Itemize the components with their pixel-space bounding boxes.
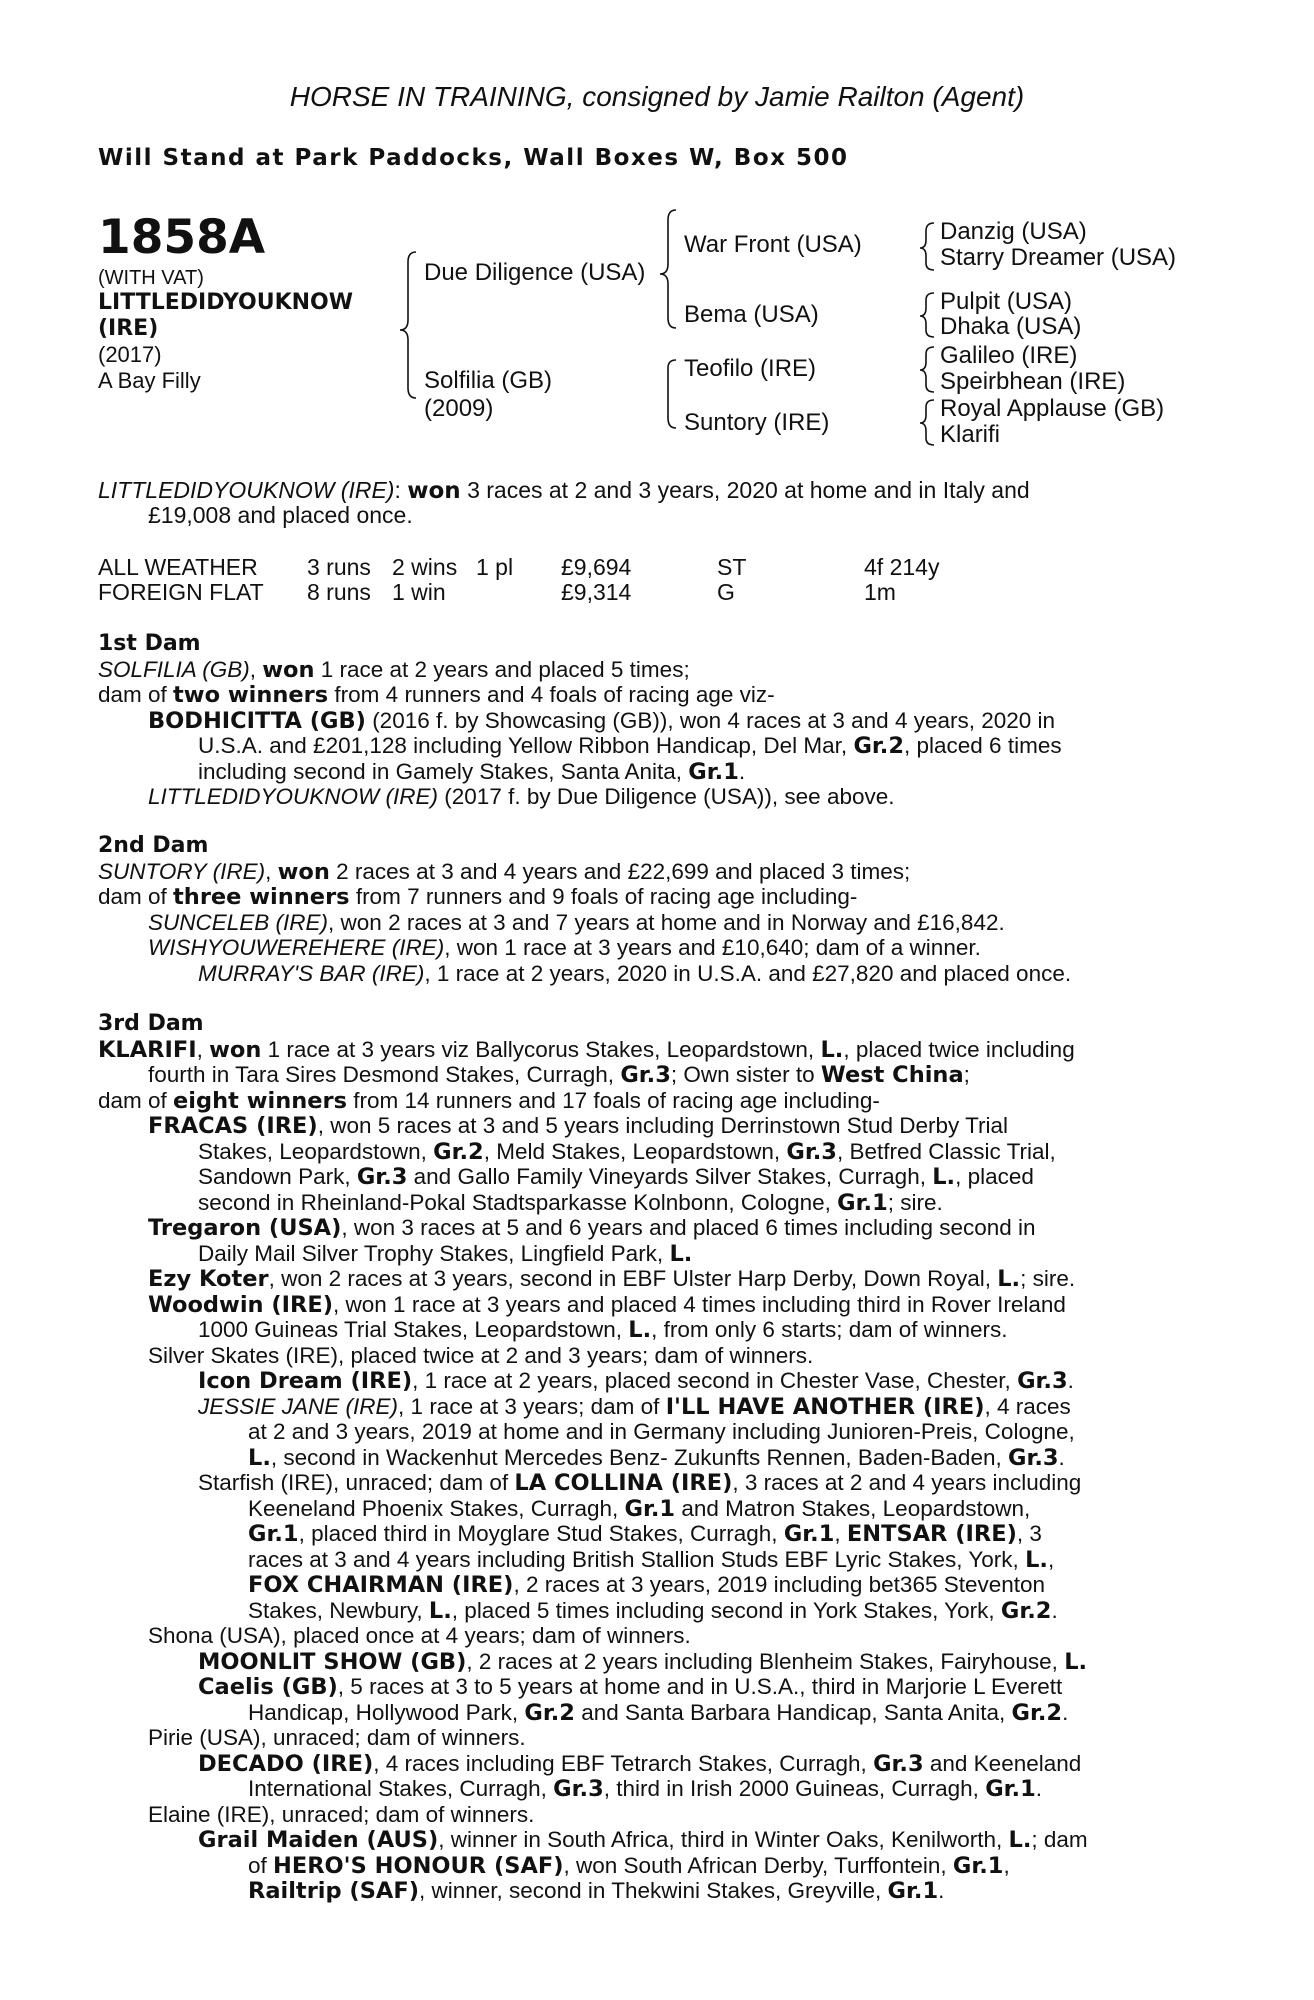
grade: L. <box>1008 1827 1032 1853</box>
text: Pirie (USA), unraced; dam of winners. <box>148 1725 526 1750</box>
first-dam-heading: 1st Dam <box>98 631 201 656</box>
sire-sire: War Front (USA) <box>684 231 862 258</box>
text: International Stakes, Curragh, <box>248 1776 554 1801</box>
summary-won: won <box>407 478 461 504</box>
third-dam-line <box>98 1470 1204 1496</box>
third-dam-line <box>98 1827 1204 1853</box>
third-dam-line <box>98 1572 1204 1598</box>
text: , <box>834 1521 847 1546</box>
text: from 14 runners and 17 foals of racing age including- <box>347 1087 880 1113</box>
text: 1 race at 3 years viz Ballycorus Stakes, Leopardstown, <box>261 1036 821 1062</box>
text: , third in Irish 2000 Guineas, Curragh, <box>603 1776 986 1801</box>
won-label: won <box>262 656 315 683</box>
progeny-name: FOX CHAIRMAN (IRE) <box>248 1572 514 1598</box>
grade: Gr.3 <box>620 1062 671 1088</box>
progeny-name: WISHYOUWEREHERE (IRE) <box>148 935 445 960</box>
text: , 1 race at 2 years, placed second in Chester Vase, Chester, <box>412 1368 1018 1393</box>
third-dam-line <box>98 1215 1204 1241</box>
sire-dam-dam: Dhaka (USA) <box>940 313 1082 340</box>
text: , placed third in Moyglare Stud Stakes, Curragh, <box>298 1521 784 1546</box>
third-dam-line <box>98 1113 1204 1139</box>
record-going: ST <box>717 554 747 580</box>
text: Starfish (IRE), unraced; dam of <box>198 1470 515 1495</box>
third-dam-line <box>98 1164 1204 1190</box>
third-dam-line <box>98 1649 1204 1675</box>
progeny-name: DECADO (IRE) <box>198 1750 374 1777</box>
grade: L. <box>248 1444 271 1471</box>
progeny-name: ENTSAR (IRE) <box>846 1521 1017 1547</box>
text: , 2 races at 2 years including Blenheim Stakes, Fairyhouse, <box>466 1648 1065 1674</box>
winners-count: eight winners <box>173 1087 348 1114</box>
dam-name: KLARIFI <box>98 1036 197 1063</box>
third-dam-line <box>98 1317 1204 1343</box>
dam-name: Solfilia (GB) <box>424 367 553 394</box>
third-dam-line <box>98 1623 1204 1649</box>
grade: Gr.1 <box>952 1852 1004 1879</box>
grade: Gr.3 <box>786 1138 837 1165</box>
dam-dam: Suntory (IRE) <box>684 409 830 436</box>
first-dam-line <box>98 733 1204 759</box>
text: and Matron Stakes, Leopardstown, <box>675 1495 1031 1521</box>
third-dam-line <box>98 1266 1204 1292</box>
grade: L. <box>932 1164 956 1190</box>
dam-name: SOLFILIA (GB) <box>98 656 250 682</box>
progeny-name: MOONLIT SHOW (GB) <box>198 1648 467 1675</box>
third-dam-line <box>98 1292 1204 1318</box>
progeny-name: Caelis (GB) <box>198 1674 338 1700</box>
sire-dam: Bema (USA) <box>684 301 819 328</box>
text: from 4 runners and 4 foals of racing age viz- <box>328 682 775 707</box>
record-distance: 1m <box>864 579 896 605</box>
grade: Gr.2 <box>1000 1597 1052 1624</box>
grade: Gr.1 <box>624 1495 676 1522</box>
text: , Betfred Classic Trial, <box>836 1138 1056 1164</box>
bracket-sire <box>660 210 676 328</box>
dam-dam-dam: Klarifi <box>940 421 1001 448</box>
bracket-warfront <box>920 223 934 270</box>
text: 2 races at 3 and 4 years and £22,699 and placed 3 times; <box>329 858 911 884</box>
progeny-name: I'LL HAVE ANOTHER (IRE) <box>665 1393 985 1420</box>
bracket-bema <box>920 293 934 337</box>
third-dam-line <box>98 1088 1204 1114</box>
bracket-gen1 <box>400 252 416 398</box>
text: ; <box>963 1062 970 1087</box>
stand-location: Will Stand at Park Paddocks, Wall Boxes W, Box 500 <box>98 145 849 171</box>
text: , won 2 races at 3 years, second in EBF Ulster Harp Derby, Down Royal, <box>268 1266 998 1291</box>
first-dam-line <box>98 759 1204 785</box>
third-dam-heading: 3rd Dam <box>98 1011 204 1036</box>
text: Sandown Park, <box>198 1164 357 1189</box>
text: , <box>196 1036 210 1062</box>
text: Stakes, Newbury, <box>248 1597 429 1623</box>
text: and Gallo Family Vineyards Silver Stakes, Curragh, <box>407 1164 933 1189</box>
progeny-name: SUNCELEB (IRE) <box>148 909 329 935</box>
sire-sire-dam: Starry Dreamer (USA) <box>940 244 1177 271</box>
text: dam of <box>98 682 174 707</box>
progeny-name: Woodwin (IRE) <box>148 1291 334 1318</box>
third-dam-line <box>98 1419 1204 1445</box>
second-dam-line <box>98 961 1204 987</box>
record-money: £9,694 <box>561 554 632 580</box>
text: 1 race at 2 years and placed 5 times; <box>314 656 690 682</box>
third-dam-line <box>98 1394 1204 1420</box>
text: , placed 5 times including second in York Stakes, York, <box>451 1597 1001 1623</box>
record-wins: 2 wins <box>392 554 458 580</box>
grade: Gr.3 <box>356 1164 408 1190</box>
first-dam-line: SOLFILIA (GB), won 1 race at 2 years and placed 5 times; <box>98 656 690 683</box>
third-dam-line <box>98 1241 1204 1267</box>
third-dam-line <box>98 1343 1204 1369</box>
grade: Gr.2 <box>1011 1699 1063 1726</box>
progeny-name: JESSIE JANE (IRE) <box>198 1393 399 1419</box>
progeny-name: LITTLEDIDYOUKNOW (IRE) <box>148 784 439 809</box>
text: ; sire. <box>1020 1266 1076 1291</box>
grade: Gr.1 <box>783 1521 835 1547</box>
third-dam-line <box>98 1751 1204 1777</box>
record-distance: 4f 214y <box>864 554 940 580</box>
text: Stakes, Leopardstown, <box>198 1138 434 1164</box>
text: from 7 runners and 9 foals of racing age including- <box>349 884 858 909</box>
first-dam-line <box>98 784 1204 810</box>
text: and Keeneland <box>923 1750 1082 1776</box>
progeny-name: Tregaron (USA) <box>148 1215 342 1241</box>
text: . <box>1035 1776 1043 1801</box>
dam-name: SUNTORY (IRE) <box>98 858 266 884</box>
text: U.S.A. and £201,128 including Yellow Ribbon Handicap, Del Mar, <box>198 733 854 758</box>
progeny-name: MURRAY'S BAR (IRE) <box>198 960 425 986</box>
progeny-name: FRACAS (IRE) <box>148 1113 318 1139</box>
text: Silver Skates (IRE), placed twice at 2 and 3 years; dam of winners. <box>148 1342 814 1368</box>
third-dam-line <box>98 1725 1204 1751</box>
text: , <box>1047 1546 1055 1572</box>
second-dam-line <box>98 935 1204 961</box>
text: . <box>1062 1699 1069 1725</box>
progeny-name: Railtrip (SAF) <box>248 1878 419 1904</box>
text: Keeneland Phoenix Stakes, Curragh, <box>248 1495 625 1521</box>
third-dam-line <box>98 1598 1204 1624</box>
sire-name: Due Diligence (USA) <box>424 259 646 286</box>
grade: L. <box>1025 1546 1048 1573</box>
text: . <box>938 1878 945 1903</box>
text: (2016 f. by Showcasing (GB)), won 4 races at 3 and 4 years, 2020 in <box>365 707 1056 733</box>
second-dam-section <box>98 833 1204 986</box>
record-going: G <box>717 579 735 605</box>
third-dam-line <box>98 1445 1204 1471</box>
text: , 4 races including EBF Tetrarch Stakes, Curragh, <box>373 1750 874 1776</box>
text: dam of <box>98 884 174 909</box>
second-dam-line <box>98 884 1204 910</box>
text: , 2 races at 3 years, 2019 including bet365 Steventon <box>513 1572 1046 1597</box>
third-dam-line <box>98 1496 1204 1522</box>
grade: Gr.1 <box>248 1521 299 1547</box>
text: , 5 races at 3 to 5 years at home and in U.S.A., third in Marjorie L Everett <box>337 1674 1063 1699</box>
text: , placed 6 times <box>904 733 1062 758</box>
text: (2017 f. by Due Diligence (USA)), see above. <box>438 784 895 809</box>
text: Elaine (IRE), unraced; dam of winners. <box>148 1801 535 1827</box>
text: , won 2 races at 3 and 7 years at home and in Norway and £16,842. <box>328 909 1005 935</box>
text: , 3 races at 2 and 4 years including <box>732 1470 1082 1495</box>
grade: Gr.3 <box>873 1750 924 1777</box>
text: 1000 Guineas Trial Stakes, Leopardstown, <box>198 1317 629 1342</box>
dam-sire-dam: Speirbhean (IRE) <box>940 368 1126 395</box>
third-dam-line <box>98 1190 1204 1216</box>
text: , <box>1003 1852 1010 1878</box>
text: . <box>738 758 746 784</box>
dam-year: (2009) <box>424 395 494 422</box>
record-wins: 1 win <box>392 579 446 605</box>
third-dam-line <box>98 1674 1204 1700</box>
text: , won 1 race at 3 years and £10,640; dam of a winner. <box>444 935 981 960</box>
lot-number: 1858A <box>98 210 266 265</box>
text: dam of <box>98 1087 174 1113</box>
text: , 1 race at 3 years; dam of <box>398 1393 666 1419</box>
text: , winner, second in Thekwini Stakes, Greyville, <box>419 1878 888 1903</box>
sibling-name: West China <box>820 1062 964 1088</box>
grade: Gr.2 <box>433 1138 484 1165</box>
bracket-dam <box>668 360 676 428</box>
third-dam-line <box>98 1037 1204 1063</box>
record-type: ALL WEATHER <box>98 554 258 580</box>
text: , 4 races <box>984 1393 1071 1419</box>
second-dam-line <box>98 910 1204 936</box>
record-runs: 3 runs <box>307 554 371 580</box>
text: of <box>248 1852 274 1878</box>
won-label: won <box>277 858 330 885</box>
horse-description: A Bay Filly <box>98 368 201 393</box>
sire-sire-sire: Danzig (USA) <box>940 218 1087 245</box>
grade: Gr.3 <box>1017 1368 1068 1394</box>
dam-sire-sire: Galileo (IRE) <box>940 342 1078 369</box>
text: second in Rheinland-Pokal Stadtsparkasse Kolnbonn, Cologne, <box>198 1189 838 1215</box>
text: at 2 and 3 years, 2019 at home and in Germany including Junioren-Preis, Cologne, <box>248 1419 1075 1444</box>
text: . <box>1058 1444 1065 1470</box>
grade: L. <box>428 1597 452 1624</box>
bracket-teofilo <box>920 347 934 392</box>
third-dam-line <box>98 1062 1204 1088</box>
won-label: won <box>209 1036 262 1063</box>
grade: L. <box>997 1266 1021 1292</box>
text: . <box>1051 1597 1058 1623</box>
third-dam-line <box>98 1700 1204 1726</box>
grade: Gr.1 <box>985 1776 1036 1802</box>
progeny-name: Grail Maiden (AUS) <box>198 1827 439 1853</box>
dam-sire: Teofilo (IRE) <box>684 355 817 382</box>
grade: Gr.3 <box>1007 1444 1059 1471</box>
colon: : <box>394 477 408 503</box>
first-dam-line <box>98 708 1204 734</box>
text: , won South African Derby, Turffontein, <box>563 1852 953 1878</box>
text: , winner in South Africa, third in Winter Oaks, Kenilworth, <box>438 1827 1009 1852</box>
grade: L. <box>628 1317 652 1343</box>
bracket-suntory <box>920 400 934 445</box>
text: and Santa Barbara Handicap, Santa Anita, <box>574 1699 1012 1725</box>
progeny-name: HERO'S HONOUR (SAF) <box>273 1852 564 1879</box>
grade: Gr.1 <box>837 1189 888 1216</box>
grade: L. <box>1064 1648 1088 1675</box>
text: , won 1 race at 3 years and placed 4 times including third in Rover Ireland <box>333 1291 1066 1317</box>
summary-line-2: £19,008 and placed once. <box>148 502 413 528</box>
first-dam-line <box>98 682 1204 708</box>
text: , from only 6 starts; dam of winners. <box>651 1317 1008 1342</box>
text: , placed twice including <box>843 1036 1075 1062</box>
text: , won 3 races at 5 and 6 years and placed 6 times including second in <box>341 1215 1036 1240</box>
progeny-name: Icon Dream (IRE) <box>198 1368 413 1394</box>
text: , 3 <box>1016 1521 1042 1546</box>
text: ; dam <box>1031 1827 1088 1852</box>
page-title: HORSE IN TRAINING, consigned by Jamie Railton (Agent) <box>289 81 1025 112</box>
text: ; Own sister to <box>670 1062 821 1087</box>
text: Shona (USA), placed once at 4 years; dam of winners. <box>148 1623 691 1648</box>
third-dam-line <box>98 1878 1204 1904</box>
third-dam-line <box>98 1139 1204 1165</box>
text: . <box>1067 1368 1074 1393</box>
text: fourth in Tara Sires Desmond Stakes, Curragh, <box>148 1062 621 1087</box>
text: , placed <box>955 1164 1034 1189</box>
third-dam-line <box>98 1802 1204 1828</box>
text: including second in Gamely Stakes, Santa Anita, <box>198 758 689 784</box>
grade: L. <box>669 1240 693 1267</box>
text: , second in Wackenhut Mercedes Benz- Zukunfts Rennen, Baden-Baden, <box>270 1444 1008 1470</box>
first-dam-section <box>98 631 1204 810</box>
grade: Gr.2 <box>524 1699 575 1726</box>
vat-note: (WITH VAT) <box>98 267 204 289</box>
summary-rest: 3 races at 2 and 3 years, 2020 at home and in Italy and <box>460 477 1030 503</box>
horse-country: (IRE) <box>98 316 159 341</box>
second-dam-heading: 2nd Dam <box>98 833 209 858</box>
grade: Gr.1 <box>688 758 739 785</box>
text: ; sire. <box>887 1189 943 1215</box>
grade: Gr.3 <box>553 1776 604 1802</box>
progeny-name: Ezy Koter <box>148 1266 269 1292</box>
horse-year: (2017) <box>98 342 162 367</box>
third-dam-line <box>98 1547 1204 1573</box>
text: races at 3 and 4 years including British Stallion Studs EBF Lyric Stakes, York, <box>248 1546 1026 1572</box>
summary-line-1 <box>98 478 1030 505</box>
text: Handicap, Hollywood Park, <box>248 1699 525 1725</box>
summary-horse-name: LITTLEDIDYOUKNOW (IRE) <box>98 477 395 503</box>
third-dam-line <box>98 1521 1204 1547</box>
record-money: £9,314 <box>561 579 632 605</box>
third-dam-section <box>98 1011 1204 1904</box>
winners-count: two winners <box>173 682 329 708</box>
grade: L. <box>820 1036 844 1063</box>
text: , won 5 races at 3 and 5 years including Derrinstown Stud Derby Trial <box>317 1113 1009 1138</box>
dam-dam-sire: Royal Applause (GB) <box>940 395 1165 422</box>
progeny-name: LA COLLINA (IRE) <box>514 1470 733 1496</box>
text: , 1 race at 2 years, 2020 in U.S.A. and £27,820 and placed once. <box>424 960 1072 986</box>
winners-count: three winners <box>173 884 350 910</box>
grade: Gr.2 <box>853 733 904 759</box>
text: Daily Mail Silver Trophy Stakes, Lingfield Park, <box>198 1240 670 1266</box>
second-dam-line: SUNTORY (IRE), won 2 races at 3 and 4 years and £22,699 and placed 3 times; <box>98 858 911 885</box>
record-placed: 1 pl <box>476 554 514 580</box>
grade: Gr.1 <box>887 1878 939 1904</box>
third-dam-line <box>98 1853 1204 1879</box>
third-dam-line <box>98 1776 1204 1802</box>
record-type: FOREIGN FLAT <box>98 579 264 605</box>
sire-dam-sire: Pulpit (USA) <box>940 288 1073 315</box>
third-dam-line <box>98 1368 1204 1394</box>
progeny-name: BODHICITTA (GB) <box>148 707 366 734</box>
horse-name: LITTLEDIDYOUKNOW <box>98 290 354 315</box>
text: , Meld Stakes, Leopardstown, <box>483 1138 787 1164</box>
record-runs: 8 runs <box>307 579 371 605</box>
